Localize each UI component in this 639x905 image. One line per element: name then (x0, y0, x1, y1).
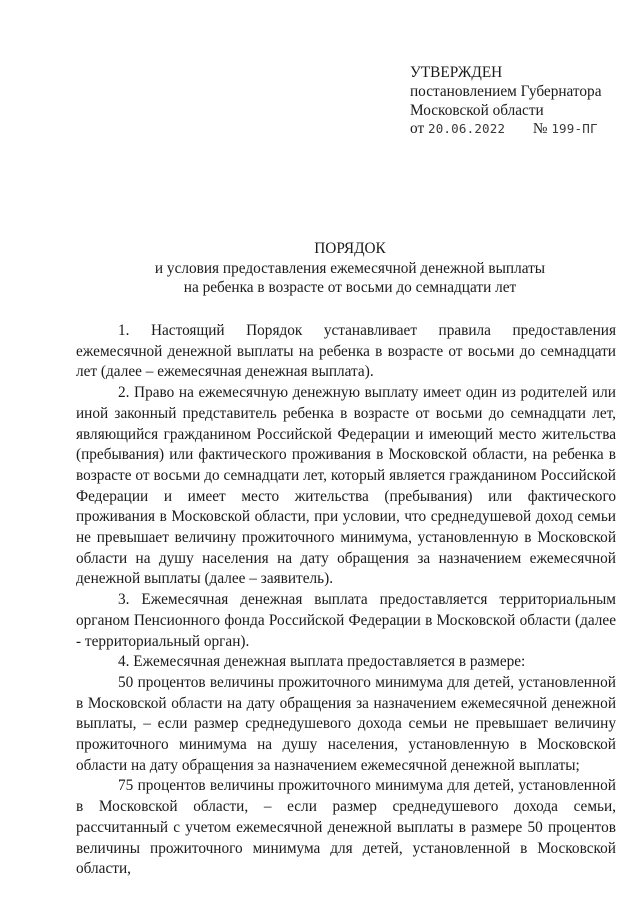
document-heading: ПОРЯДОК (314, 240, 386, 257)
approval-date: 20.06.2022 (427, 121, 506, 137)
document-title (60, 239, 639, 298)
approval-title: УТВЕРЖДЕН (410, 64, 503, 81)
approval-from-label: от (410, 120, 425, 138)
document-subtitle-line-2: на ребенка в возрасте от восьми до семнадцати лет (183, 279, 517, 297)
approval-date-line (410, 120, 630, 139)
paragraph-3: 3. Ежемесячная денежная выплата предоставляется территориальным органом Пенсионного фонда Российской Федерации в Московской области (далее - территориальный орган). (76, 591, 616, 650)
document-subtitle-line-1: и условия предоставления ежемесячной денежной выплаты (154, 259, 546, 277)
paragraph-1: 1. Настоящий Порядок устанавливает правила предоставления ежемесячной денежной выплаты на ребенка в возрасте от восьми до семнадцати лет (далее – ежемесячная денежная выплата). (76, 322, 616, 381)
paragraph-4-item-75: 75 процентов величины прожиточного минимума для детей, установленной в Московской области, – если размер среднедушевого дохода семьи, рассчитанный с учетом ежемесячной денежной выплаты в размере 50 процентов величины прожиточного минимума для детей, установленной в Московской области, (76, 777, 616, 878)
paragraph-2: 2. Право на ежемесячную денежную выплату имеет один из родителей или иной законный представитель ребенка в возрасте от восьми до семнадцати лет, являющийся гражданином Российской Федерации и имеющий место жительства (пребывания) или фактического проживания в Московской области, на ребенка в возрасте от восьми до семнадцати лет, который является гражданином Российской Федерации и имеет место жительства (пребывания) или фактического проживания в Московской области, при условии, что среднедушевой доход семьи не превышает величину прожиточного минимума, установленную в Московской области на душу населения на дату обращения за назначением ежемесячной денежной выплаты (далее – заявитель). (76, 384, 616, 588)
document-body (76, 321, 616, 880)
paragraph-4-item-50: 50 процентов величины прожиточного минимума для детей, установленной в Московской области на дату обращения за назначением ежемесячной денежной выплаты, – если размер среднедушевого дохода семьи не превышает величину прожиточного минимума на душу населения, установленную в Московской области на дату обращения за назначением ежемесячной денежной выплаты; (76, 673, 616, 774)
approval-number-label: № (532, 120, 548, 138)
approval-block (410, 64, 630, 139)
paragraph-4: 4. Ежемесячная денежная выплата предоставляется в размере: (118, 653, 526, 671)
approval-number: 199-ПГ (551, 121, 598, 137)
approval-authority: постановлением Губернатора (410, 82, 602, 100)
approval-region: Московской области (410, 101, 544, 119)
